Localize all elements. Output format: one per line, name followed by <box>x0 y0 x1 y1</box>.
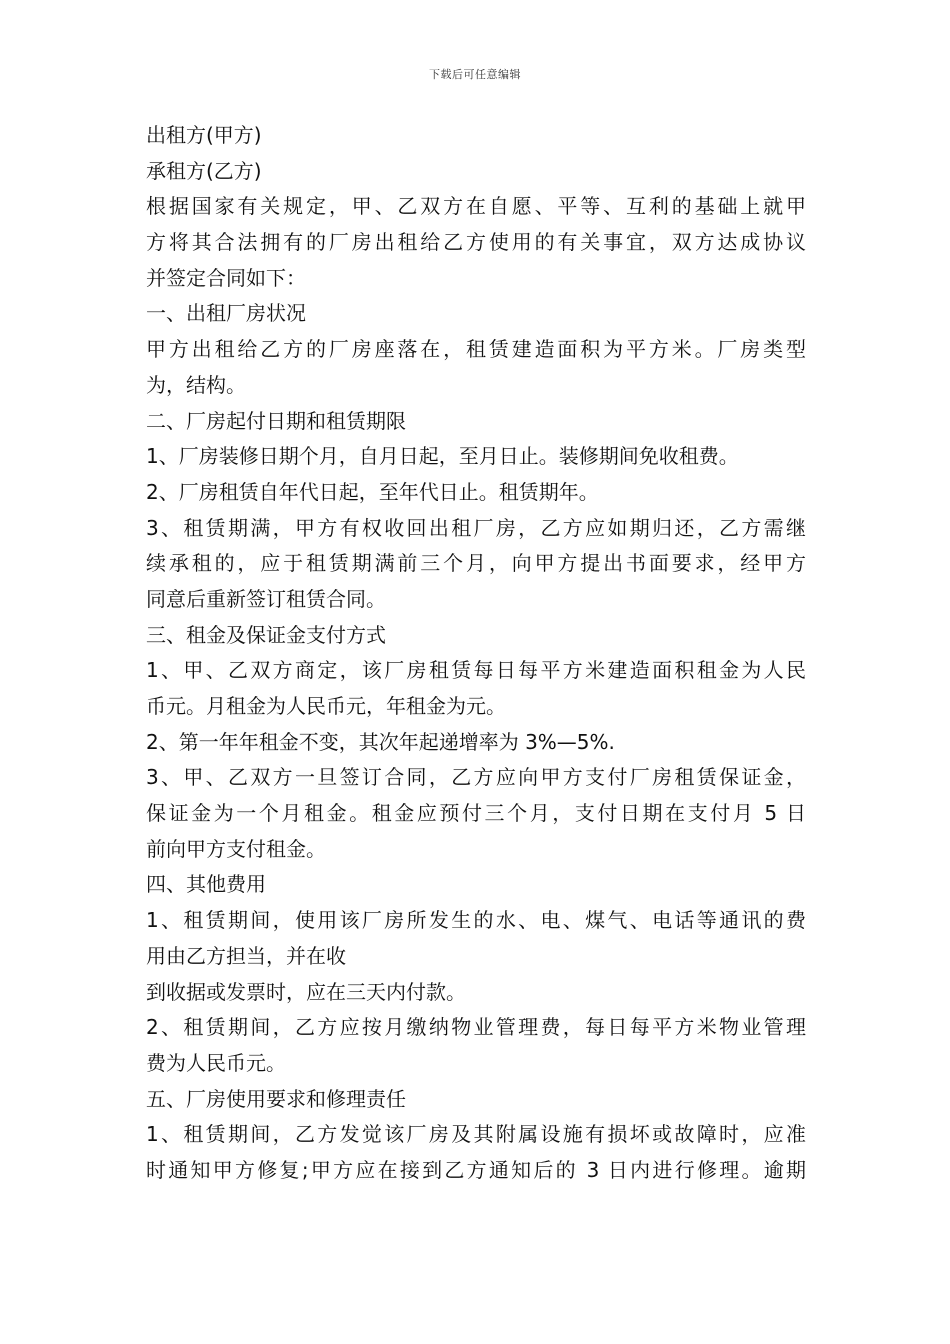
document-line: 1、厂房装修日期个月，自月日起，至月日止。装修期间免收租费。 <box>146 444 739 469</box>
document-line: 一、出租厂房状况 <box>146 301 306 326</box>
document-line: 前向甲方支付租金。 <box>146 836 326 861</box>
document-line: 并签定合同如下： <box>146 265 306 290</box>
document-body <box>146 118 806 1189</box>
document-line: 保证金为一个月租金。租金应预付三个月，支付日期在支付月 5 日 <box>146 801 806 826</box>
document-line: 1、租赁期间，乙方发觉该厂房及其附属设施有损坏或故障时，应准 <box>146 1122 806 1147</box>
document-line: 2、厂房租赁自年代日起，至年代日止。租赁期年。 <box>146 479 599 504</box>
document-line: 方将其合法拥有的厂房出租给乙方使用的有关事宜，双方达成协议 <box>146 230 806 255</box>
document-line: 用由乙方担当，并在收 <box>146 943 346 968</box>
document-line: 根据国家有关规定，甲、乙双方在自愿、平等、互利的基础上就甲 <box>146 194 806 219</box>
document-line: 五、厂房使用要求和修理责任 <box>146 1086 406 1111</box>
document-line: 3、甲、乙双方一旦签订合同，乙方应向甲方支付厂房租赁保证金， <box>146 765 806 790</box>
document-line: 2、租赁期间，乙方应按月缴纳物业管理费，每日每平方米物业管理 <box>146 1015 806 1040</box>
document-line: 时通知甲方修复;甲方应在接到乙方通知后的 3 日内进行修理。逾期 <box>146 1157 806 1182</box>
document-line: 同意后重新签订租赁合同。 <box>146 586 386 611</box>
document-line: 三、租金及保证金支付方式 <box>146 622 386 647</box>
page-header: 下载后可任意编辑 <box>429 68 521 81</box>
document-line: 四、其他费用 <box>146 872 266 897</box>
document-line: 甲方出租给乙方的厂房座落在，租赁建造面积为平方米。厂房类型 <box>146 337 806 362</box>
document-line: 2、第一年年租金不变，其次年起递增率为 3%—5%. <box>146 729 615 754</box>
document-line: 出租方(甲方) <box>146 123 262 147</box>
document-line: 费为人民币元。 <box>146 1050 286 1075</box>
document-line: 续承租的，应于租赁期满前三个月，向甲方提出书面要求，经甲方 <box>146 551 806 576</box>
document-line: 1、租赁期间，使用该厂房所发生的水、电、煤气、电话等通讯的费 <box>146 908 806 933</box>
document-line: 币元。月租金为人民币元，年租金为元。 <box>146 694 506 718</box>
document-line: 1、甲、乙双方商定，该厂房租赁每日每平方米建造面积租金为人民 <box>146 658 806 683</box>
document-line: 承租方(乙方) <box>146 158 262 183</box>
document-line: 为，结构。 <box>146 372 246 397</box>
document-line: 3、租赁期满，甲方有权收回出租厂房，乙方应如期归还，乙方需继 <box>146 515 806 540</box>
document-line: 到收据或发票时，应在三天内付款。 <box>146 979 466 1004</box>
document-line: 二、厂房起付日期和租赁期限 <box>146 408 406 433</box>
